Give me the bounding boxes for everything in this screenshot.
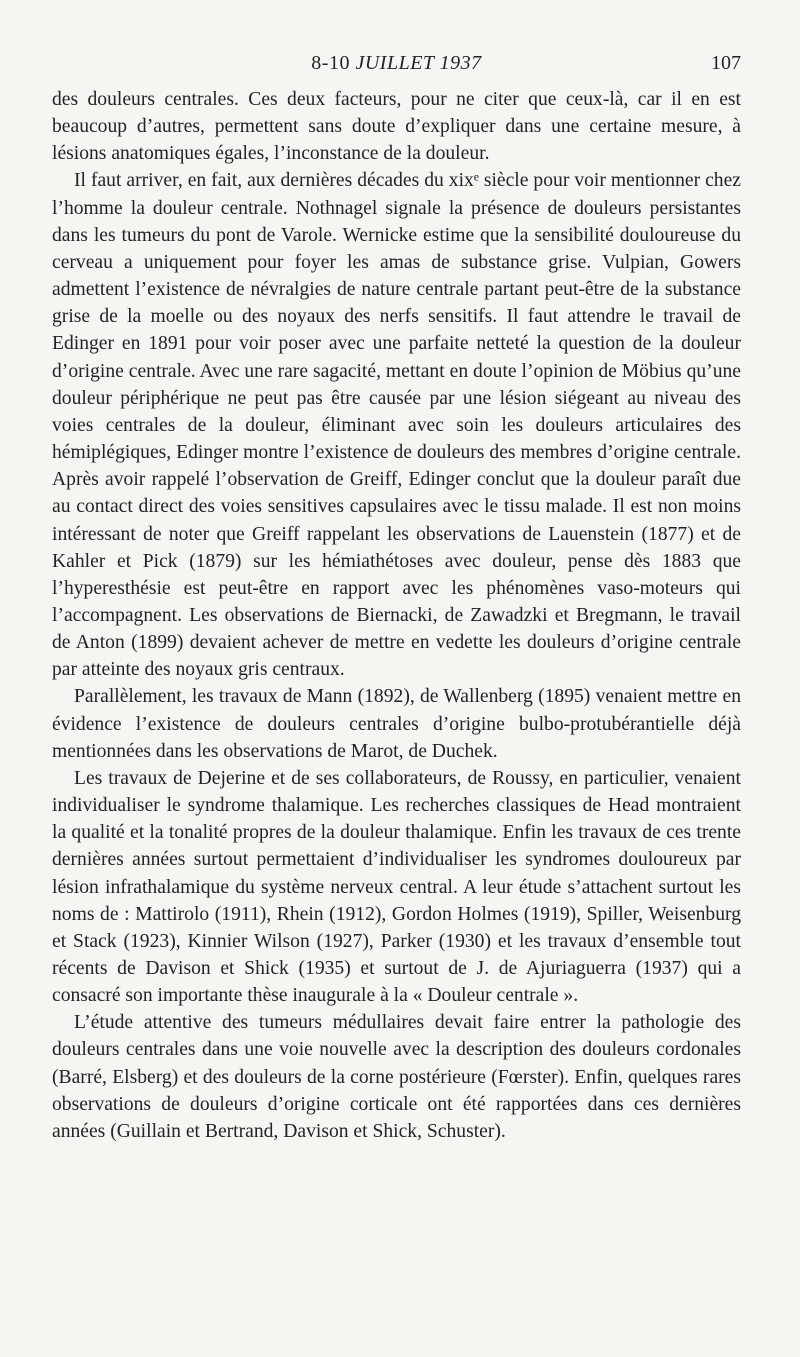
paragraph-bulbo-protuberantielle: Parallèlement, les travaux de Mann (1892), de Wallenberg (1895) venaient mettre en évidence l’existence de douleurs centrales d’origine bulbo-protubérantielle déjà mentionnées dans les observations de Marot, de Duchek. bbox=[52, 686, 741, 762]
body-text bbox=[52, 86, 741, 1145]
header-month-year: JUILLET 1937 bbox=[355, 52, 482, 74]
page-number: 107 bbox=[711, 52, 741, 74]
paragraph-history: Il faut arriver, en fait, aux dernières décades du xixᵉ siècle pour voir mentionner chez l’homme la douleur centrale. Nothnagel signale la présence de douleurs persistantes dans les tumeurs du pont de Varole. Wernicke estime que la sensibilité douloureuse du cerveau a uniquement pour foyer les amas de substance grise. Vulpian, Gowers admettent l’existence de névralgies de nature centrale partant peut-être de la substance grise de la moelle ou des noyaux des nerfs sensitifs. Il faut attendre le travail de Edinger en 1891 pour voir poser avec une parfaite netteté la question de la douleur d’origine centrale. Avec une rare sagacité, mettant en doute l’opinion de Möbius qu’une douleur périphérique ne peut pas être causée par une lésion siégeant au niveau des voies centrales de la douleur, éliminant avec soin les douleurs articulaires des hémiplégiques, Edinger montre l’existence de douleurs des membres d’origine centrale. Après avoir rappelé l’observation de Greiff, Edinger conclut que la douleur paraît due au contact direct des voies sensitives capsulaires avec le tissu malade. Il est non moins intéressant de noter que Greiff rappelant les observations de Lauenstein (1877) et de Kahler et Pick (1879) sur les hémiathétoses avec douleur, pense dès 1883 que l’hyperesthésie est peut-être en rapport avec les phénomènes vaso-moteurs qui l’accompagnent. Les observations de Biernacki, de Zawadzki et Bregmann, le travail de Anton (1899) devaient achever de mettre en vedette les douleurs d’origine centrale par atteinte des noyaux gris centraux. bbox=[52, 170, 741, 681]
running-header bbox=[52, 52, 741, 82]
paragraph-thalamique: Les travaux de Dejerine et de ses collaborateurs, de Roussy, en particulier, venaient individualiser le syndrome thalamique. Les recherches classiques de Head montraient la qualité et la tonalité propres de la douleur thalamique. Enfin les travaux de ces trente dernières années surtout permettaient d’individualiser les syndromes douloureux par lésion infrathalamique du système nerveux central. A leur étude s’attachent surtout les noms de : Mattirolo (1911), Rhein (1912), Gordon Holmes (1919), Spiller, Weisenburg et Stack (1923), Kinnier Wilson (1927), Parker (1930) et les travaux d’ensemble tout récents de Davison et Shick (1935) et surtout de J. de Ajuriaguerra (1937) qui a consacré son importante thèse inaugurale à la « Douleur centrale ». bbox=[52, 767, 741, 1007]
paragraph-continuation: des douleurs centrales. Ces deux facteurs, pour ne citer que ceux-là, car il en est beaucoup d’autres, permettent sans doute d’expliquer dans une certaine mesure, à lésions anatomiques égales, l’inconstance de la douleur. bbox=[52, 89, 741, 165]
header-date-prefix: 8-10 bbox=[311, 52, 350, 74]
header-date bbox=[52, 52, 741, 75]
paragraph-medullaires: L’étude attentive des tumeurs médullaires devait faire entrer la pathologie des douleurs centrales dans une voie nouvelle avec la description des douleurs cordonales (Barré, Elsberg) et des douleurs de la corne postérieure (Fœrster). Enfin, quelques rares observations de douleurs d’origine corticale ont été rapportées dans ces dernières années (Guillain et Bertrand, Davison et Shick, Schuster). bbox=[52, 1012, 741, 1142]
